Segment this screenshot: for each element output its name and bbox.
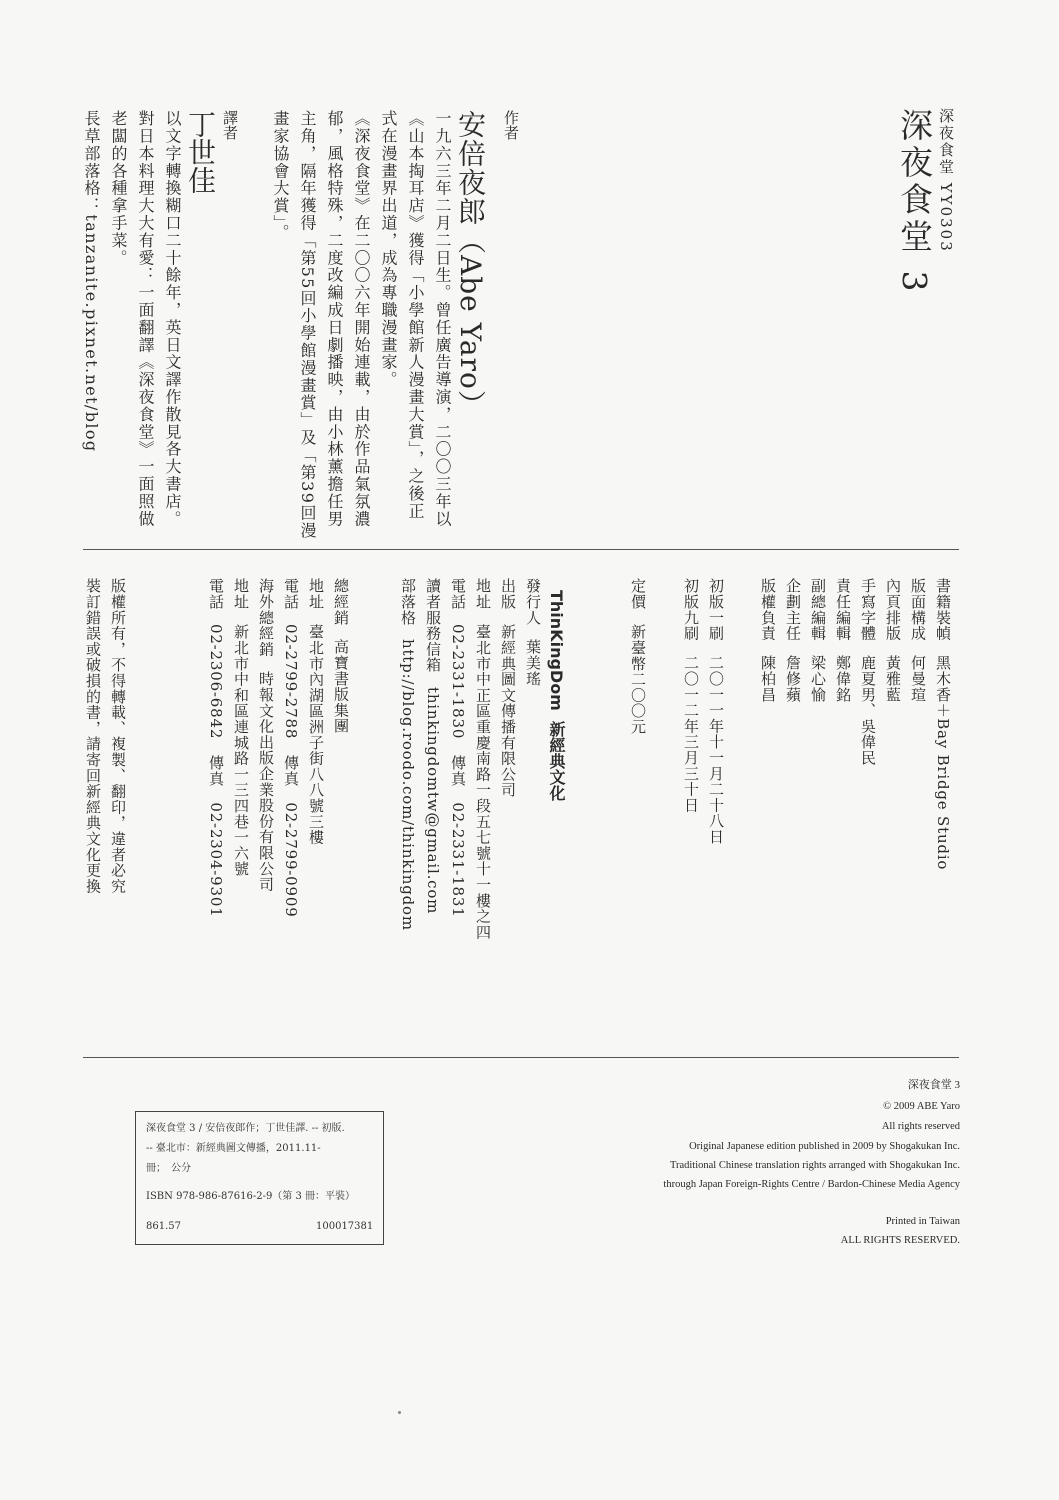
credit-row: 副總編輯梁心愉 — [809, 578, 827, 703]
divider-top — [83, 549, 959, 550]
printed-in: Printed in Taiwan — [885, 1216, 960, 1227]
credit-row: 書籍裝幀黑木香＋Bay Bridge Studio — [934, 578, 952, 871]
credit-row: 責任編輯鄭偉銘 — [834, 578, 852, 703]
author-bio-line: 《深夜食堂》在二〇〇六年開始連載，由於作品氣氛濃 — [352, 110, 371, 528]
author-bio-line: 郁，風格特殊，二度改編成日劇播映，由小林薰擔任男 — [325, 110, 344, 528]
translator-bio-line: 以文字轉換糊口二十餘年，英日文譯作散見各大書店。 — [163, 110, 182, 528]
distributor-row: 電話02-2306-6842 傳真 02-2304-9301 — [207, 578, 225, 918]
cip-record-box — [135, 1111, 384, 1245]
rights-reserved: All rights reserved — [881, 1121, 960, 1132]
divider-bottom — [83, 1057, 959, 1058]
distributor-row: 海外總經銷時報文化出版企業股份有限公司 — [257, 578, 275, 893]
publisher-row: 讀者服務信箱thinkingdomtw@gmail.com — [424, 578, 442, 915]
rights-original: Original Japanese edition published in 2009 by Shogakukan Inc. — [689, 1141, 960, 1152]
all-rights-reserved: ALL RIGHTS RESERVED. — [840, 1235, 960, 1246]
publisher-row: 部落格http://blog.roodo.com/thinkingdom — [399, 578, 417, 932]
rights-translation: Traditional Chinese translation rights arranged with Shogakukan Inc. — [669, 1160, 960, 1171]
publisher-logo: ThinKingDom新經典文化 — [547, 590, 566, 801]
rights-title: 深夜食堂 3 — [907, 1079, 960, 1091]
credit-row: 內頁排版黃雅藍 — [884, 578, 902, 703]
author-bio-line: 主角，隔年獲得「第55回小學館漫畫賞」及「第39回漫 — [298, 110, 317, 540]
credit-row: 版面構成何曼瑄 — [909, 578, 927, 703]
distributor-row: 總經銷高寶書版集團 — [332, 578, 350, 735]
author-heading: 作者 — [502, 110, 520, 140]
price-row: 定價新臺幣二〇〇元 — [629, 578, 647, 735]
credit-row: 企劃主任詹修蘋 — [784, 578, 802, 703]
distributor-row: 電話02-2799-2788 傳真 02-2799-0909 — [282, 578, 300, 918]
publisher-row: 電話02-2331-1830 傳真 02-2331-1831 — [449, 578, 467, 918]
distributor-row: 地址臺北市內湖區洲子街八八號三樓 — [307, 578, 325, 845]
author-bio-line: 式在漫畫界出道，成為專職漫畫家。 — [379, 110, 398, 389]
translator-bio-line: 老闆的各種拿手菜。 — [109, 110, 128, 267]
rights-copyright: © 2009 ABE Yaro — [883, 1101, 960, 1112]
book-title: 深夜食堂 3 — [895, 108, 934, 296]
translator-blog-line: 長草部落格：tanzanite.pixnet.net/blog — [82, 110, 101, 453]
edition-row: 初版九刷二〇一二年三月三十日 — [682, 578, 700, 814]
series-code: 深夜食堂 YY0303 — [937, 108, 955, 253]
translator-heading: 譯者 — [221, 110, 239, 140]
distributor-row: 地址新北市中和區連城路一三四巷一六號 — [232, 578, 250, 877]
translator-bio-line: 對日本料理大大有愛：一面翻譯《深夜食堂》一面照做 — [136, 110, 155, 528]
author-bio-line: 畫家協會大賞」。 — [271, 110, 290, 242]
author-bio-line: 一九六三年二月二日生。曾任廣告導演，二〇〇三年以 — [433, 110, 452, 528]
credit-row: 手寫字體鹿夏男、吳偉民 — [859, 578, 877, 766]
edition-row: 初版一刷二〇一一年十一月二十八日 — [707, 578, 725, 845]
cip-line: -- 臺北市：新經典圖文傳播，2011.11- — [146, 1143, 321, 1154]
paper-speck — [398, 1411, 401, 1414]
copyright-notice: 版權所有，不得轉載、複製、翻印，違者必究 — [109, 578, 127, 894]
translator-name: 丁世佳 — [184, 110, 217, 194]
author-bio-line: 《山本掏耳店》獲得「小學館新人漫畫大賞」，之後正 — [406, 110, 425, 520]
credit-row: 版權負責陳柏昌 — [759, 578, 777, 703]
cip-isbn: ISBN 978-986-87616-2-9（第 3 冊：平裝） — [146, 1191, 356, 1202]
publisher-row: 發行人葉美瑤 — [524, 578, 542, 687]
cip-line: 冊； 公分 — [146, 1163, 191, 1174]
cip-class-number: 861.57 — [146, 1221, 181, 1232]
publisher-row: 出版新經典圖文傳播有限公司 — [499, 578, 517, 798]
publisher-row: 地址臺北市中正區重慶南路一段五七號十一樓之四 — [474, 578, 492, 940]
rights-agency: through Japan Foreign-Rights Centre / Bardon-Chinese Media Agency — [663, 1179, 960, 1190]
copyright-notice: 裝訂錯誤或破損的書，請寄回新經典文化更換 — [84, 578, 102, 894]
cip-record-number: 100017381 — [316, 1221, 374, 1232]
cip-line: 深夜食堂 3 / 安倍夜郎作；丁世佳譯. -- 初版. — [146, 1123, 345, 1134]
author-name: 安倍夜郎（Abe Yaro） — [454, 110, 487, 419]
